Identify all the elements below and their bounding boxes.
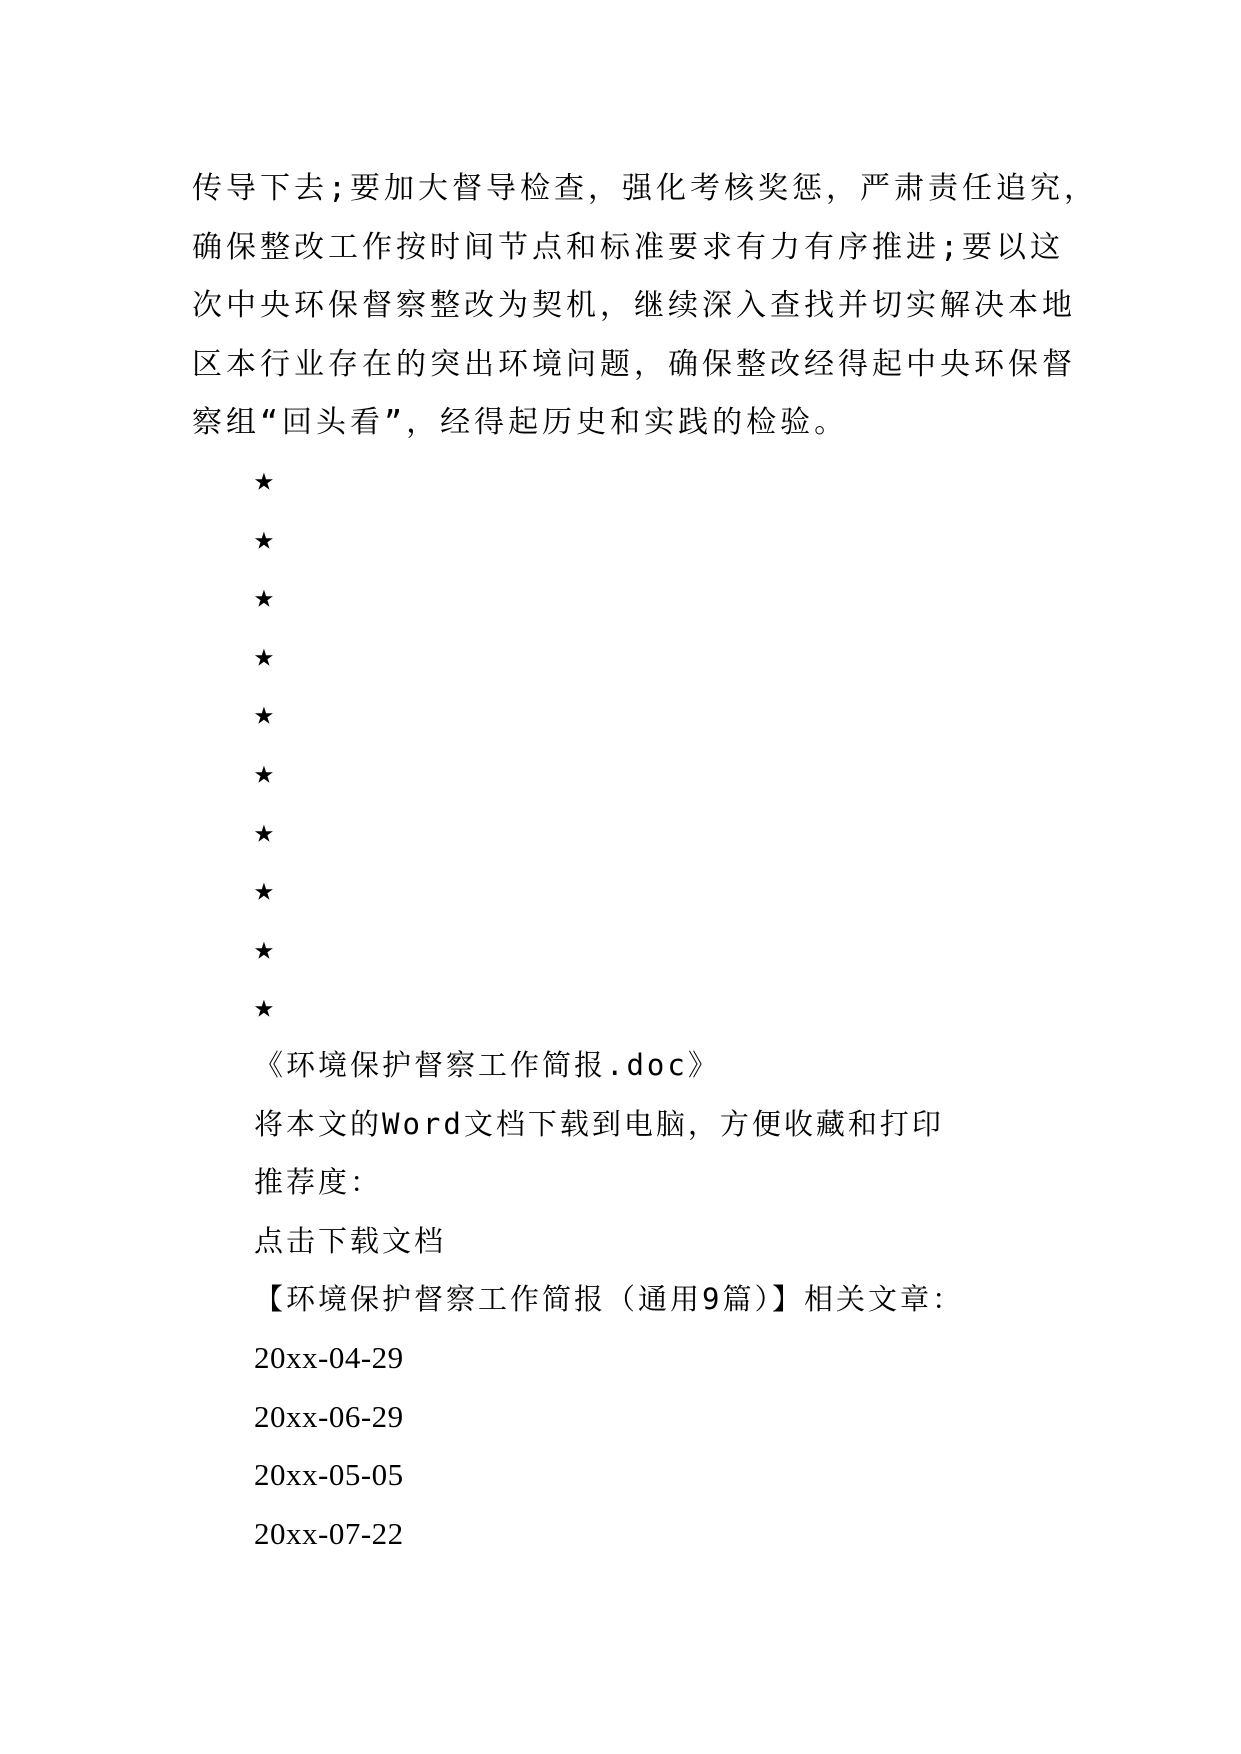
paragraph-line: 传导下去;要加大督导检查，强化考核奖惩，严肃责任追究， xyxy=(192,171,1099,206)
paragraph-line: 确保整改工作按时间节点和标准要求有力有序推进;要以这 xyxy=(192,229,1065,265)
star-icon: ★ xyxy=(254,576,274,616)
document-footer xyxy=(254,1036,964,1563)
related-article-date[interactable]: 20xx-04-29 xyxy=(254,1339,404,1375)
related-article-date[interactable]: 20xx-05-05 xyxy=(254,1457,404,1493)
doc-title: 《环境保护督察工作简报.doc》 xyxy=(254,1048,720,1082)
star-icon: ★ xyxy=(254,986,274,1026)
star-icon: ★ xyxy=(254,693,274,733)
related-article-date[interactable]: 20xx-07-22 xyxy=(254,1515,404,1551)
body-paragraph xyxy=(192,160,1099,453)
paragraph-line: 次中央环保督察整改为契机，继续深入查找并切实解决本地 xyxy=(192,288,1076,323)
related-article-date[interactable]: 20xx-06-29 xyxy=(254,1398,404,1434)
recommend-label: 推荐度： xyxy=(254,1165,383,1200)
star-icon: ★ xyxy=(254,927,274,967)
star-icon: ★ xyxy=(254,459,274,498)
paragraph-line: 察组“回头看”，经得起历史和实践的检验。 xyxy=(192,405,849,440)
star-icon: ★ xyxy=(254,751,274,791)
related-articles-heading: 【环境保护督察工作简报（通用9篇）】相关文章： xyxy=(254,1282,964,1317)
star-icon: ★ xyxy=(254,517,274,557)
star-icon: ★ xyxy=(254,810,274,850)
download-document-link[interactable]: 点击下载文档 xyxy=(254,1223,447,1258)
star-rating-list xyxy=(254,450,274,1036)
star-icon: ★ xyxy=(254,869,274,909)
star-icon: ★ xyxy=(254,634,274,674)
download-hint: 将本文的Word文档下载到电脑，方便收藏和打印 xyxy=(254,1106,944,1141)
paragraph-line: 区本行业存在的突出环境问题，确保整改经得起中央环保督 xyxy=(192,346,1076,382)
